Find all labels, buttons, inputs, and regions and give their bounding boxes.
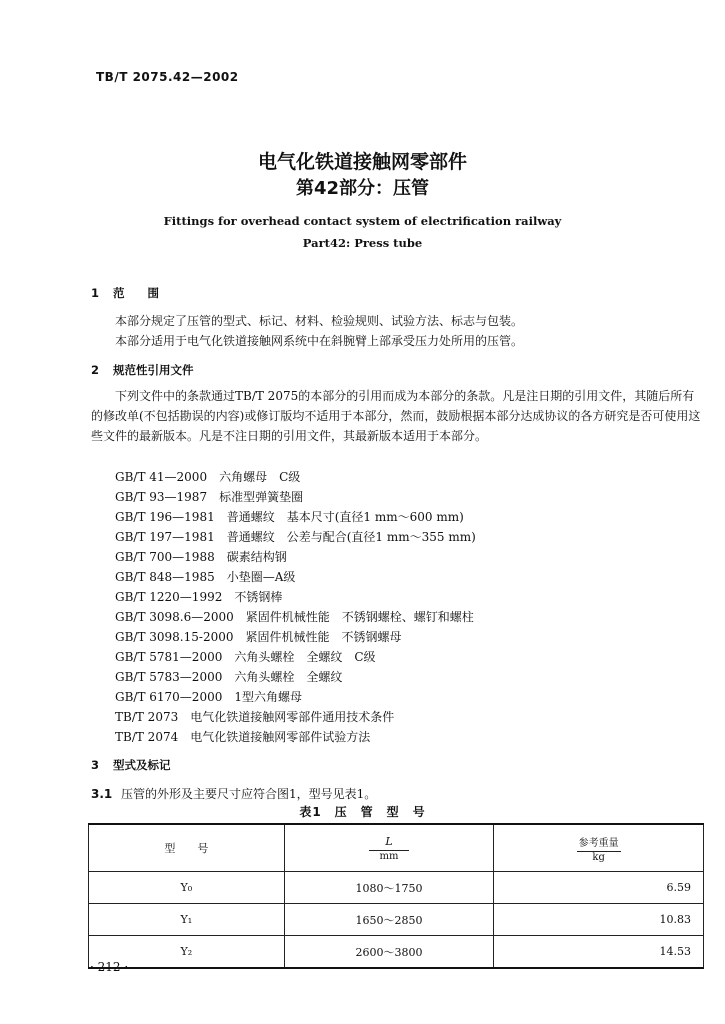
section-1-title: 范 围 — [113, 286, 159, 300]
cell-length: 1080～1750 — [284, 872, 494, 904]
section-1-heading — [91, 285, 159, 301]
reference-item: GB/T 5781—2000 六角头螺栓 全螺纹 C级 — [115, 650, 376, 664]
reference-item: GB/T 3098.15-2000 紧固件机械性能 不锈钢螺母 — [115, 630, 402, 644]
title-cn-line2: 第42部分：压管 — [295, 178, 430, 199]
cell-type: Y₂ — [89, 936, 285, 969]
header-weight-unit: kg — [577, 851, 621, 863]
reference-item: GB/T 1220—1992 不锈钢棒 — [115, 590, 283, 604]
cell-weight: 14.53 — [494, 936, 704, 969]
section-3-number: 3 — [91, 758, 100, 772]
reference-item: GB/T 93—1987 标准型弹簧垫圈 — [115, 490, 304, 504]
table-row — [89, 936, 704, 969]
cell-weight: 10.83 — [494, 904, 704, 936]
header-length — [284, 824, 494, 872]
page-number: · 212 · — [90, 960, 129, 974]
reference-item: GB/T 197—1981 普通螺纹 公差与配合(直径1 mm～355 mm) — [115, 530, 476, 544]
clause-3-1-number: 3.1 — [91, 787, 113, 801]
reference-item: TB/T 2074 电气化铁道接触网零部件试验方法 — [115, 730, 371, 744]
table-1-press-tube-types — [88, 823, 704, 969]
section-2-heading — [91, 362, 194, 378]
section-3-heading — [91, 757, 171, 773]
clause-3-1 — [91, 785, 376, 802]
table-row — [89, 904, 704, 936]
table-header-row — [89, 824, 704, 872]
section-1-para-1: 本部分规定了压管的型式、标记、材料、检验规则、试验方法、标志与包装。 — [115, 314, 524, 328]
section-2-paragraph: 下列文件中的条款通过TB/T 2075的本部分的引用而成为本部分的条款。凡是注日期的引用文件，其随后所有的修改单(不包括勘误的内容)或修订版均不适用于本部分，然而，鼓励根据本部分达成协议的各方研究是否可使用这些文件的最新版本。凡是不注日期的引用文件，其最新版本适用于本部分。 — [91, 389, 701, 443]
cell-weight: 6.59 — [494, 872, 704, 904]
standard-code-header: TB/T 2075.42—2002 — [96, 70, 239, 84]
section-1-para-2: 本部分适用于电气化铁道接触网系统中在斜腕臂上部承受压力处所用的压管。 — [115, 334, 524, 348]
cell-type: Y₀ — [89, 872, 285, 904]
title-en-line1: Fittings for overhead contact system of electrification railway — [163, 214, 562, 228]
section-2-number: 2 — [91, 363, 100, 377]
header-type: 型 号 — [89, 824, 285, 872]
title-cn-line1: 电气化铁道接触网零部件 — [257, 151, 467, 173]
cell-type: Y₁ — [89, 904, 285, 936]
reference-item: GB/T 6170—2000 1型六角螺母 — [115, 690, 302, 704]
reference-item: GB/T 41—2000 六角螺母 C级 — [115, 470, 301, 484]
header-weight — [494, 824, 704, 872]
header-length-unit: mm — [369, 850, 409, 862]
section-2-title: 规范性引用文件 — [113, 363, 194, 377]
reference-item: GB/T 3098.6—2000 紧固件机械性能 不锈钢螺栓、螺钉和螺柱 — [115, 610, 474, 624]
table-row — [89, 872, 704, 904]
section-1-number: 1 — [91, 286, 100, 300]
reference-item: TB/T 2073 电气化铁道接触网零部件通用技术条件 — [115, 710, 395, 724]
reference-item: GB/T 196—1981 普通螺纹 基本尺寸(直径1 mm～600 mm) — [115, 510, 464, 524]
cell-length: 2600～3800 — [284, 936, 494, 969]
normative-references-list — [115, 467, 476, 747]
cell-length: 1650～2850 — [284, 904, 494, 936]
reference-item: GB/T 5783—2000 六角头螺栓 全螺纹 — [115, 670, 343, 684]
table-1-caption: 表1 压 管 型 号 — [299, 805, 426, 819]
reference-item: GB/T 700—1988 碳素结构钢 — [115, 550, 287, 564]
title-en-line2: Part42: Press tube — [302, 236, 423, 250]
header-length-symbol: L — [385, 834, 393, 848]
clause-3-1-text: 压管的外形及主要尺寸应符合图1，型号见表1。 — [121, 787, 377, 801]
reference-item: GB/T 848—1985 小垫圈—A级 — [115, 570, 296, 584]
section-3-title: 型式及标记 — [113, 758, 171, 772]
header-weight-label: 参考重量 — [578, 837, 619, 849]
